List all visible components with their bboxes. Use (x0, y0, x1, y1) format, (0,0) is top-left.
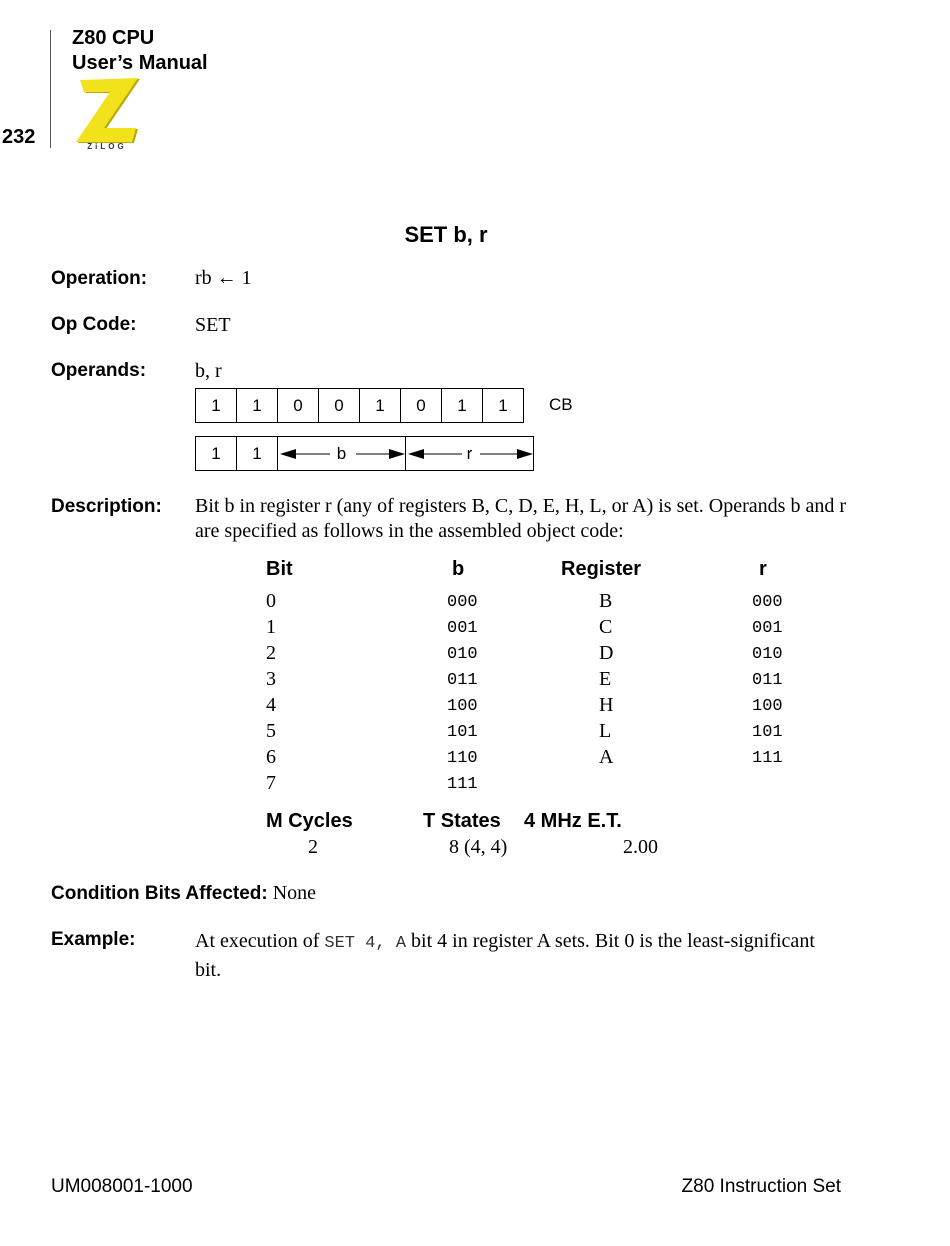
table-header-b: b (452, 558, 465, 580)
table-cell-register: C (599, 616, 613, 638)
example-text-before: At execution of (195, 930, 325, 952)
table-cell-bit: 5 (266, 720, 276, 742)
table-header-register: Register (561, 558, 642, 580)
encoding-field-b-label: b (336, 444, 347, 463)
description-label: Description: (51, 496, 162, 517)
cycles-header-et: 4 MHz E.T. (524, 810, 622, 832)
opcode-bit: 0 (277, 388, 319, 423)
opcode-bit: 1 (482, 388, 524, 423)
encoding-field-r-label: r (466, 444, 473, 463)
opcode-bit: 0 (318, 388, 360, 423)
table-cell-r: 101 (752, 723, 783, 742)
table-cell-r: 010 (752, 645, 783, 664)
example-text (195, 928, 835, 983)
example-label: Example: (51, 929, 136, 950)
description-text: Bit b in register r (any of registers B, C, D, E, H, L, or A) is set. Operands b and r are specified as follows in the assembled object code: (195, 495, 846, 542)
table-cell-register: L (599, 720, 612, 742)
encoding-bit: 1 (195, 436, 237, 471)
cycles-m-value: 2 (308, 836, 318, 858)
table-cell-b: 001 (447, 619, 478, 638)
cycles-et-value: 2.00 (623, 836, 658, 858)
page-number: 232 (2, 126, 36, 148)
table-cell-bit: 2 (266, 642, 276, 664)
opcode-bit: 0 (400, 388, 442, 423)
table-cell-b: 010 (447, 645, 478, 664)
table-cell-register: E (599, 668, 612, 690)
condition-bits (51, 882, 316, 905)
manual-title-line1: Z80 CPU (72, 27, 155, 49)
table-cell-b: 000 (447, 593, 478, 612)
condition-bits-label: Condition Bits Affected: (51, 883, 268, 904)
manual-title (72, 26, 208, 76)
table-cell-b: 100 (447, 697, 478, 716)
table-cell-r: 011 (752, 671, 783, 690)
table-cell-register: B (599, 590, 613, 612)
header-divider (50, 30, 51, 148)
table-header-r: r (759, 558, 767, 580)
table-cell-register: H (599, 694, 614, 716)
example-text-after: bit 4 in register A sets. Bit 0 is the least-significant bit. (195, 930, 815, 981)
instruction-title: SET b, r (404, 222, 488, 247)
encoding-bit: 1 (236, 436, 278, 471)
zilog-logo (74, 76, 140, 150)
encoding-field-b (277, 436, 406, 471)
example-code: SET 4, A (324, 934, 407, 953)
table-cell-r: 111 (752, 749, 783, 768)
condition-bits-value: None (272, 882, 317, 904)
opcode-bit-row (195, 388, 523, 423)
table-cell-register: D (599, 642, 614, 664)
table-cell-bit: 7 (266, 772, 276, 794)
opcode-bit: 1 (359, 388, 401, 423)
table-cell-b: 101 (447, 723, 478, 742)
table-cell-register: A (599, 746, 614, 768)
table-cell-bit: 6 (266, 746, 276, 768)
operation-label: Operation: (51, 268, 148, 289)
encoding-field-r (405, 436, 534, 471)
table-cell-b: 111 (447, 775, 478, 794)
table-header-bit: Bit (266, 558, 293, 580)
operands-value: b, r (195, 360, 222, 382)
opcode-value: SET (195, 314, 231, 336)
opcode-bit: 1 (441, 388, 483, 423)
manual-title-line2: User’s Manual (72, 52, 208, 74)
opcode-encoding-row (195, 436, 533, 471)
cycles-header-m: M Cycles (266, 810, 353, 832)
footer-document-id: UM008001-1000 (51, 1176, 193, 1197)
table-cell-r: 001 (752, 619, 783, 638)
operands-label: Operands: (51, 360, 147, 381)
operation-value: rb ← 1 (195, 267, 252, 289)
table-cell-b: 011 (447, 671, 478, 690)
cycles-t-value: 8 (4, 4) (449, 836, 508, 858)
logo-text: ZiLOG (87, 142, 127, 150)
footer-section-name: Z80 Instruction Set (681, 1176, 841, 1197)
table-cell-bit: 4 (266, 694, 276, 716)
opcode-label: Op Code: (51, 314, 137, 335)
table-cell-r: 000 (752, 593, 783, 612)
table-cell-bit: 3 (266, 668, 276, 690)
opcode-bit: 1 (236, 388, 278, 423)
opcode-bit: 1 (195, 388, 237, 423)
table-cell-b: 110 (447, 749, 478, 768)
table-cell-bit: 0 (266, 590, 276, 612)
table-cell-r: 100 (752, 697, 783, 716)
opcode-prefix-label: CB (549, 395, 573, 414)
table-cell-bit: 1 (266, 616, 276, 638)
cycles-header-t: T States (423, 810, 501, 832)
